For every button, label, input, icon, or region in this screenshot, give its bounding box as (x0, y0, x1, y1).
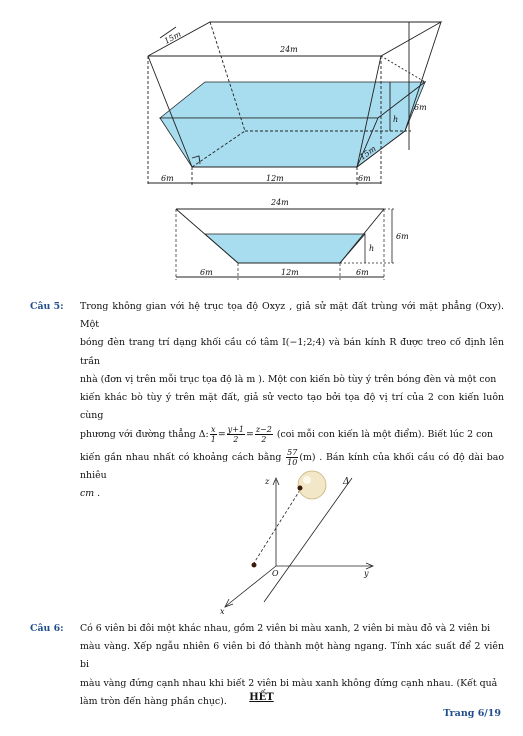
label-x: x (220, 607, 225, 616)
pool-3d-figure (0, 0, 523, 300)
cross-label-right-height: 6m (396, 232, 409, 241)
label-bottom-len: 12m (266, 174, 284, 183)
q5-line5-start: phương với đường thẳng Δ: (80, 429, 209, 441)
label-delta: Δ (343, 477, 350, 487)
label-left-slope: 6m (161, 174, 174, 183)
end-marker: HẾT (249, 692, 274, 703)
label-right-height: 6m (414, 103, 427, 112)
label-z: z (265, 477, 270, 486)
fraction-distance: $\frac{57}{10}$ (287, 447, 298, 467)
q6-line3: màu vàng đứng cạnh nhau khi biết 2 viên bi màu xanh không đứng cạnh nhau. (Kết quả (80, 677, 498, 689)
q5-line5: phương với đường thẳng Δ: $\frac{x}{1}$ = $\frac{y+1}{2}$ = $\frac{z-2}{2}$ (coi mỗi con kiến là một điểm). Biết lúc 2 con (80, 425, 494, 445)
q6-line4: làm tròn đến hàng phần chục). (80, 695, 227, 707)
q6-line1: Có 6 viên bi đôi một khác nhau, gồm 2 viên bi màu xanh, 2 viên bi màu đỏ và 2 viên bi (80, 623, 491, 634)
question-6-label: Câu 6: (30, 623, 64, 634)
page-number: Trang 6/19 (443, 708, 501, 719)
q5-line6-end: (m) . Bán kính của khối cầu có độ dài bao nhiêu (80, 451, 504, 481)
label-top-length: 24m (280, 45, 298, 54)
cross-label-water-h: h (369, 244, 375, 253)
cross-label-left: 6m (200, 268, 213, 277)
q5-line6-start: kiến gần nhau nhất có khoảng cách bằng (80, 451, 282, 463)
label-right-slope: 6m (358, 174, 371, 183)
q5-line7: cm . (80, 488, 101, 500)
q6-line2: màu vàng. Xếp ngẫu nhiên 6 viên bi đó thành một hàng ngang. Tính xác suất để 2 viên bi (80, 641, 504, 671)
ant-connection (254, 490, 300, 563)
label-top-depth: 15m (162, 29, 183, 46)
question-5-label: Câu 5: (30, 301, 64, 312)
x-axis (226, 566, 276, 606)
q5-line5-end: (coi mỗi con kiến là một điểm). Biết lúc 2 con (276, 429, 494, 441)
cross-section-water (205, 234, 365, 263)
label-water-h: h (393, 115, 399, 124)
fraction-z: $\frac{z-2}{2}$ (255, 425, 272, 445)
q5-line1: Trong không gian với hệ trục tọa độ Oxyz , giả sử mặt đất trùng với mặt phẳng (Oxy). Một (80, 301, 504, 331)
cross-label-right: 6m (356, 268, 369, 277)
cross-label-middle: 12m (281, 268, 299, 277)
lamp-sphere (298, 471, 326, 499)
q5-line2: bóng đèn trang trí dạng khối cầu có tâm I(−1;2;4) và bán kính R được treo cố định lên trần (80, 337, 504, 367)
label-bottom-depth: 15m (357, 144, 378, 162)
ant-on-lamp (298, 486, 303, 491)
fraction-x: $\frac{x}{1}$ (210, 425, 216, 445)
q5-line4: kiến khác bò tùy ý trên mặt đất, giả sử vecto tạo bởi tọa độ vị trí của 2 con kiến luôn cùng (80, 392, 504, 422)
fraction-y: $\frac{y+1}{2}$ (227, 425, 244, 445)
cross-label-top: 24m (271, 198, 289, 207)
q5-line3: nhà (đơn vị trên mỗi trục tọa độ là m ). Một con kiến bò tùy ý trên bóng đèn và một con (80, 373, 497, 385)
water-front-face (160, 118, 378, 167)
label-o: O (272, 569, 279, 578)
label-y: y (364, 569, 369, 578)
coordinate-figure (0, 470, 523, 620)
ant-on-ground (252, 563, 257, 568)
